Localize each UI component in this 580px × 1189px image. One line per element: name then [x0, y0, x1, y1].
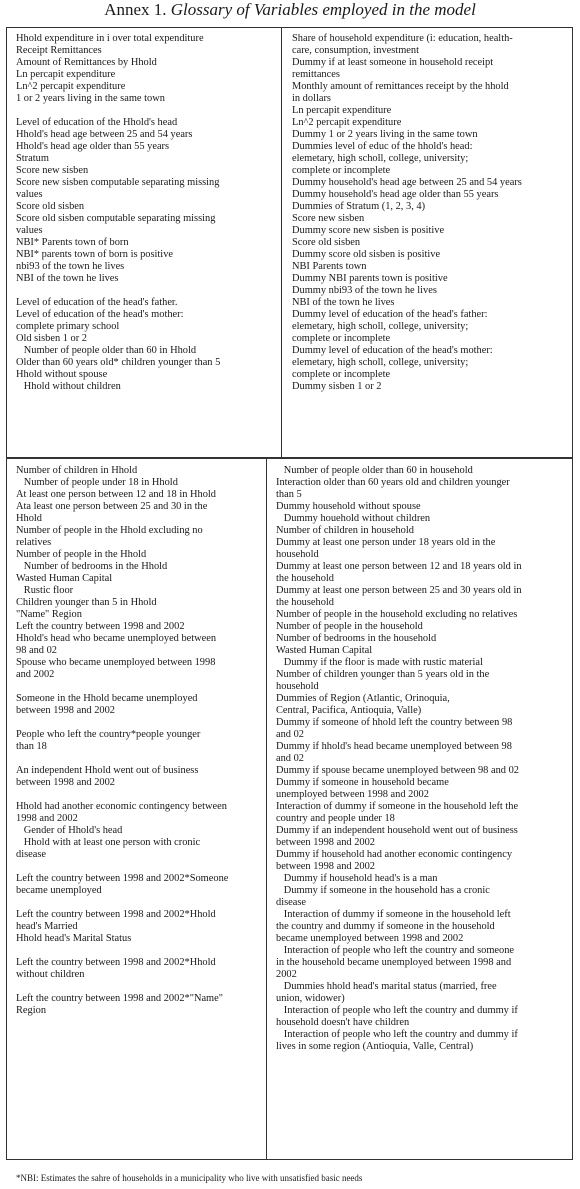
definition-line: Dummy level of education of the head's father: — [292, 309, 488, 320]
variable-line — [16, 717, 228, 729]
definition-line: Number of children younger than 5 years old in the — [276, 669, 490, 680]
variable-line — [16, 681, 228, 693]
definition-line: NBI of the town he lives — [292, 297, 395, 308]
definition-line: lives in some region (Antioquia, Valle, Central) — [276, 1041, 474, 1052]
definition-line: Dummy if spouse became unemployed between 98 and 02 — [276, 765, 519, 776]
variable-line: Hhold's head age older than 55 years — [16, 141, 170, 152]
table-right-border — [572, 27, 573, 1160]
definition-line: NBI Parents town — [292, 261, 367, 272]
definition-line: complete or incomplete — [292, 333, 391, 344]
definition-line: Dummy if someone in household became — [276, 777, 449, 788]
variable-line: Left the country between 1998 and 2002*Hhold — [16, 957, 216, 968]
glossary-definitions-part2 — [276, 465, 522, 1053]
variable-line: "Name" Region — [16, 609, 82, 620]
definition-line: Dummy at least one person between 25 and 30 years old in — [276, 585, 522, 596]
definition-line: Interaction of people who left the country and someone — [276, 945, 515, 956]
variable-line: NBI* parents town of born is positive — [16, 249, 173, 260]
annex-number: Annex 1. — [104, 0, 167, 19]
annex-title: Glossary of Variables employed in the model — [170, 0, 476, 19]
definition-line: in the household became unemployed between 1998 and — [276, 957, 512, 968]
variable-line: NBI of the town he lives — [16, 273, 119, 284]
definition-line: the household — [276, 597, 335, 608]
variable-line: values — [16, 189, 43, 200]
variable-line: Region — [16, 1005, 47, 1016]
variable-line: Score old sisben computable separating missing — [16, 213, 216, 224]
page-title — [0, 0, 580, 20]
definition-line: Number of people in the household — [276, 621, 423, 632]
definition-line: Dummies level of educ of the hhold's head: — [292, 141, 473, 152]
definition-line: Interaction older than 60 years old and children younger — [276, 477, 510, 488]
definition-line: 2002 — [276, 969, 297, 980]
variable-line: Someone in the Hhold became unemployed — [16, 693, 198, 704]
definition-line: Dummy if hhold's head became unemployed between 98 — [276, 741, 512, 752]
definition-line: Dummy houehold without children — [276, 513, 431, 524]
variable-line: Children younger than 5 in Hhold — [16, 597, 157, 608]
definition-line: Dummy if an independent household went out of business — [276, 825, 518, 836]
variable-line: Score new sisben — [16, 165, 89, 176]
variable-line — [16, 285, 220, 297]
variable-line: nbi93 of the town he lives — [16, 261, 125, 272]
variable-line: Amount of Remittances by Hhold — [16, 57, 157, 68]
variable-line — [16, 981, 228, 993]
variable-line: Level of education of the head's father. — [16, 297, 178, 308]
definition-line: Central, Pacifica, Antioquia, Valle) — [276, 705, 422, 716]
variable-line: Ln^2 percapit expenditure — [16, 81, 126, 92]
variable-line — [16, 789, 228, 801]
definition-line: Dummies hhold head's marital status (married, free — [276, 981, 497, 992]
definition-line: Share of household expenditure (i: education, health- — [292, 33, 513, 44]
variable-line: disease — [16, 849, 47, 860]
definition-line: Dummy if at least someone in household receipt — [292, 57, 494, 68]
variable-line: Wasted Human Capital — [16, 573, 113, 584]
variable-line: Old sisben 1 or 2 — [16, 333, 87, 344]
definition-line: Dummy nbi93 of the town he lives — [292, 285, 437, 296]
definition-line: in dollars — [292, 93, 331, 104]
definition-line: complete or incomplete — [292, 165, 391, 176]
definition-line: Dummy if household head's is a man — [276, 873, 438, 884]
variable-line: Number of people older than 60 in Hhold — [16, 345, 197, 356]
variable-line: Level of education of the head's mother: — [16, 309, 184, 320]
definition-line: and 02 — [276, 753, 304, 764]
definition-line: household doesn't have children — [276, 1017, 410, 1028]
variable-line — [16, 945, 228, 957]
definition-line: Dummy at least one person between 12 and 18 years old in — [276, 561, 522, 572]
variable-line: and 2002 — [16, 669, 55, 680]
variable-line: Number of people in the Hhold excluding no — [16, 525, 203, 536]
variable-line: Number of children in Hhold — [16, 465, 138, 476]
variable-line: relatives — [16, 537, 52, 548]
variable-line: At least one person between 12 and 18 in Hhold — [16, 489, 216, 500]
definition-line: elemetary, high scholl, college, university; — [292, 153, 469, 164]
definition-line: household — [276, 681, 319, 692]
variable-line: 1998 and 2002 — [16, 813, 78, 824]
table-top-border — [6, 27, 573, 28]
column-divider-bottom — [266, 459, 267, 1159]
variable-line — [16, 897, 228, 909]
definition-line: country and people under 18 — [276, 813, 395, 824]
definition-line: and 02 — [276, 729, 304, 740]
definition-line: Interaction of people who left the country and dummy if — [276, 1029, 518, 1040]
variable-line: Stratum — [16, 153, 49, 164]
definition-line: Dummy 1 or 2 years living in the same town — [292, 129, 478, 140]
definition-line: the household — [276, 573, 335, 584]
variable-line: Hhold head's Marital Status — [16, 933, 132, 944]
variable-line: Hhold expenditure in i over total expenditure — [16, 33, 204, 44]
definition-line: unemployed between 1998 and 2002 — [276, 789, 429, 800]
definition-line: Number of bedrooms in the household — [276, 633, 437, 644]
variable-line: than 18 — [16, 741, 47, 752]
definition-line: Dummy if someone in the household has a cronic — [276, 885, 490, 896]
variable-line: Number of people under 18 in Hhold — [16, 477, 178, 488]
definition-line: Dummy score new sisben is positive — [292, 225, 445, 236]
definition-line: Dummy sisben 1 or 2 — [292, 381, 382, 392]
variable-line: Number of bedrooms in the Hhold — [16, 561, 168, 572]
definition-line: Interaction of people who left the country and dummy if — [276, 1005, 518, 1016]
definition-line: Score new sisben — [292, 213, 365, 224]
variable-line: Hhold with at least one person with cronic — [16, 837, 201, 848]
definition-line: Dummy household without spouse — [276, 501, 421, 512]
variable-line: People who left the country*people younger — [16, 729, 201, 740]
definition-line: Dummy at least one person under 18 years old in the — [276, 537, 496, 548]
variable-line: NBI* Parents town of born — [16, 237, 129, 248]
definition-line: Ln^2 percapit expenditure — [292, 117, 402, 128]
variable-line: Hhold's head age between 25 and 54 years — [16, 129, 193, 140]
variable-line: Left the country between 1998 and 2002 — [16, 621, 185, 632]
variable-line: between 1998 and 2002 — [16, 777, 115, 788]
definition-line: Dummy if household had another economic contingency — [276, 849, 513, 860]
variable-line: Left the country between 1998 and 2002*Hhold — [16, 909, 216, 920]
variable-line: Left the country between 1998 and 2002*"Name" — [16, 993, 223, 1004]
variable-line — [16, 861, 228, 873]
definition-line: elemetary, high scholl, college, university; — [292, 321, 469, 332]
definition-line: Dummy if the floor is made with rustic material — [276, 657, 483, 668]
definition-line: complete or incomplete — [292, 369, 391, 380]
variable-line: became unemployed — [16, 885, 102, 896]
variable-line: Ata least one person between 25 and 30 in the — [16, 501, 208, 512]
definition-line: household — [276, 549, 319, 560]
definition-line: between 1998 and 2002 — [276, 861, 375, 872]
definition-line: Number of people older than 60 in household — [276, 465, 473, 476]
definition-line: Wasted Human Capital — [276, 645, 373, 656]
definition-line: Monthly amount of remittances receipt by the hhold — [292, 81, 509, 92]
definition-line: Dummy score old sisben is positive — [292, 249, 441, 260]
definition-line: Dummies of Region (Atlantic, Orinoquia, — [276, 693, 450, 704]
variable-line: Left the country between 1998 and 2002*Someone — [16, 873, 229, 884]
definition-line: Dummies of Stratum (1, 2, 3, 4) — [292, 201, 426, 212]
definition-line: remittances — [292, 69, 340, 80]
variable-line: Score old sisben — [16, 201, 85, 212]
definition-line: union, widower) — [276, 993, 345, 1004]
variable-line: Rustic floor — [16, 585, 74, 596]
definition-line: became unemployed between 1998 and 2002 — [276, 933, 464, 944]
variable-line: values — [16, 225, 43, 236]
definition-line: Ln percapit expenditure — [292, 105, 392, 116]
variable-line: 1 or 2 years living in the same town — [16, 93, 165, 104]
footnote: *NBI: Estimates the sahre of households in a municipality who live with unsatisfied basic needs — [16, 1173, 363, 1183]
variable-line: An independent Hhold went out of business — [16, 765, 199, 776]
variable-line: Hhold without spouse — [16, 369, 108, 380]
variable-line: between 1998 and 2002 — [16, 705, 115, 716]
variable-line: without children — [16, 969, 85, 980]
variable-line — [16, 105, 220, 117]
variable-line: Number of people in the Hhold — [16, 549, 147, 560]
table-bottom-border — [6, 1159, 573, 1160]
definition-line: Dummy if someone of hhold left the country between 98 — [276, 717, 513, 728]
variable-line: Ln percapit expenditure — [16, 69, 116, 80]
definition-line: care, consumption, investment — [292, 45, 419, 56]
definition-line: Dummy level of education of the head's mother: — [292, 345, 493, 356]
section-divider — [6, 457, 573, 459]
definition-line: Score old sisben — [292, 237, 361, 248]
variable-line: Level of education of the Hhold's head — [16, 117, 178, 128]
variable-line: Hhold without children — [16, 381, 121, 392]
definition-line: disease — [276, 897, 307, 908]
definition-line: Interaction of dummy if someone in the household left — [276, 909, 511, 920]
variable-line: head's Married — [16, 921, 78, 932]
glossary-variables-part1 — [16, 33, 220, 393]
variable-line: Hhold — [16, 513, 42, 524]
definition-line: Interaction of dummy if someone in the household left the — [276, 801, 519, 812]
definition-line: Number of people in the household excluding no relatives — [276, 609, 518, 620]
variable-line: complete primary school — [16, 321, 120, 332]
definition-line: Dummy household's head age older than 55 years — [292, 189, 499, 200]
glossary-definitions-part1 — [292, 33, 522, 393]
variable-line: Hhold had another economic contingency between — [16, 801, 227, 812]
variable-line: Score new sisben computable separating missing — [16, 177, 220, 188]
table-left-border — [6, 27, 7, 1160]
glossary-variables-part2 — [16, 465, 228, 1017]
variable-line: Receipt Remittances — [16, 45, 102, 56]
variable-line: 98 and 02 — [16, 645, 57, 656]
definition-line: between 1998 and 2002 — [276, 837, 375, 848]
definition-line: Number of children in household — [276, 525, 414, 536]
definition-line: Dummy NBI parents town is positive — [292, 273, 448, 284]
column-divider-top — [281, 27, 282, 457]
variable-line: Hhold's head who became unemployed between — [16, 633, 217, 644]
variable-line: Spouse who became unemployed between 1998 — [16, 657, 216, 668]
variable-line: Older than 60 years old* children younger than 5 — [16, 357, 221, 368]
variable-line — [16, 753, 228, 765]
definition-line: the country and dummy if someone in the household — [276, 921, 495, 932]
definition-line: Dummy household's head age between 25 and 54 years — [292, 177, 522, 188]
definition-line: elemetary, high scholl, college, university; — [292, 357, 469, 368]
variable-line: Gender of Hhold's head — [16, 825, 123, 836]
definition-line: than 5 — [276, 489, 302, 500]
